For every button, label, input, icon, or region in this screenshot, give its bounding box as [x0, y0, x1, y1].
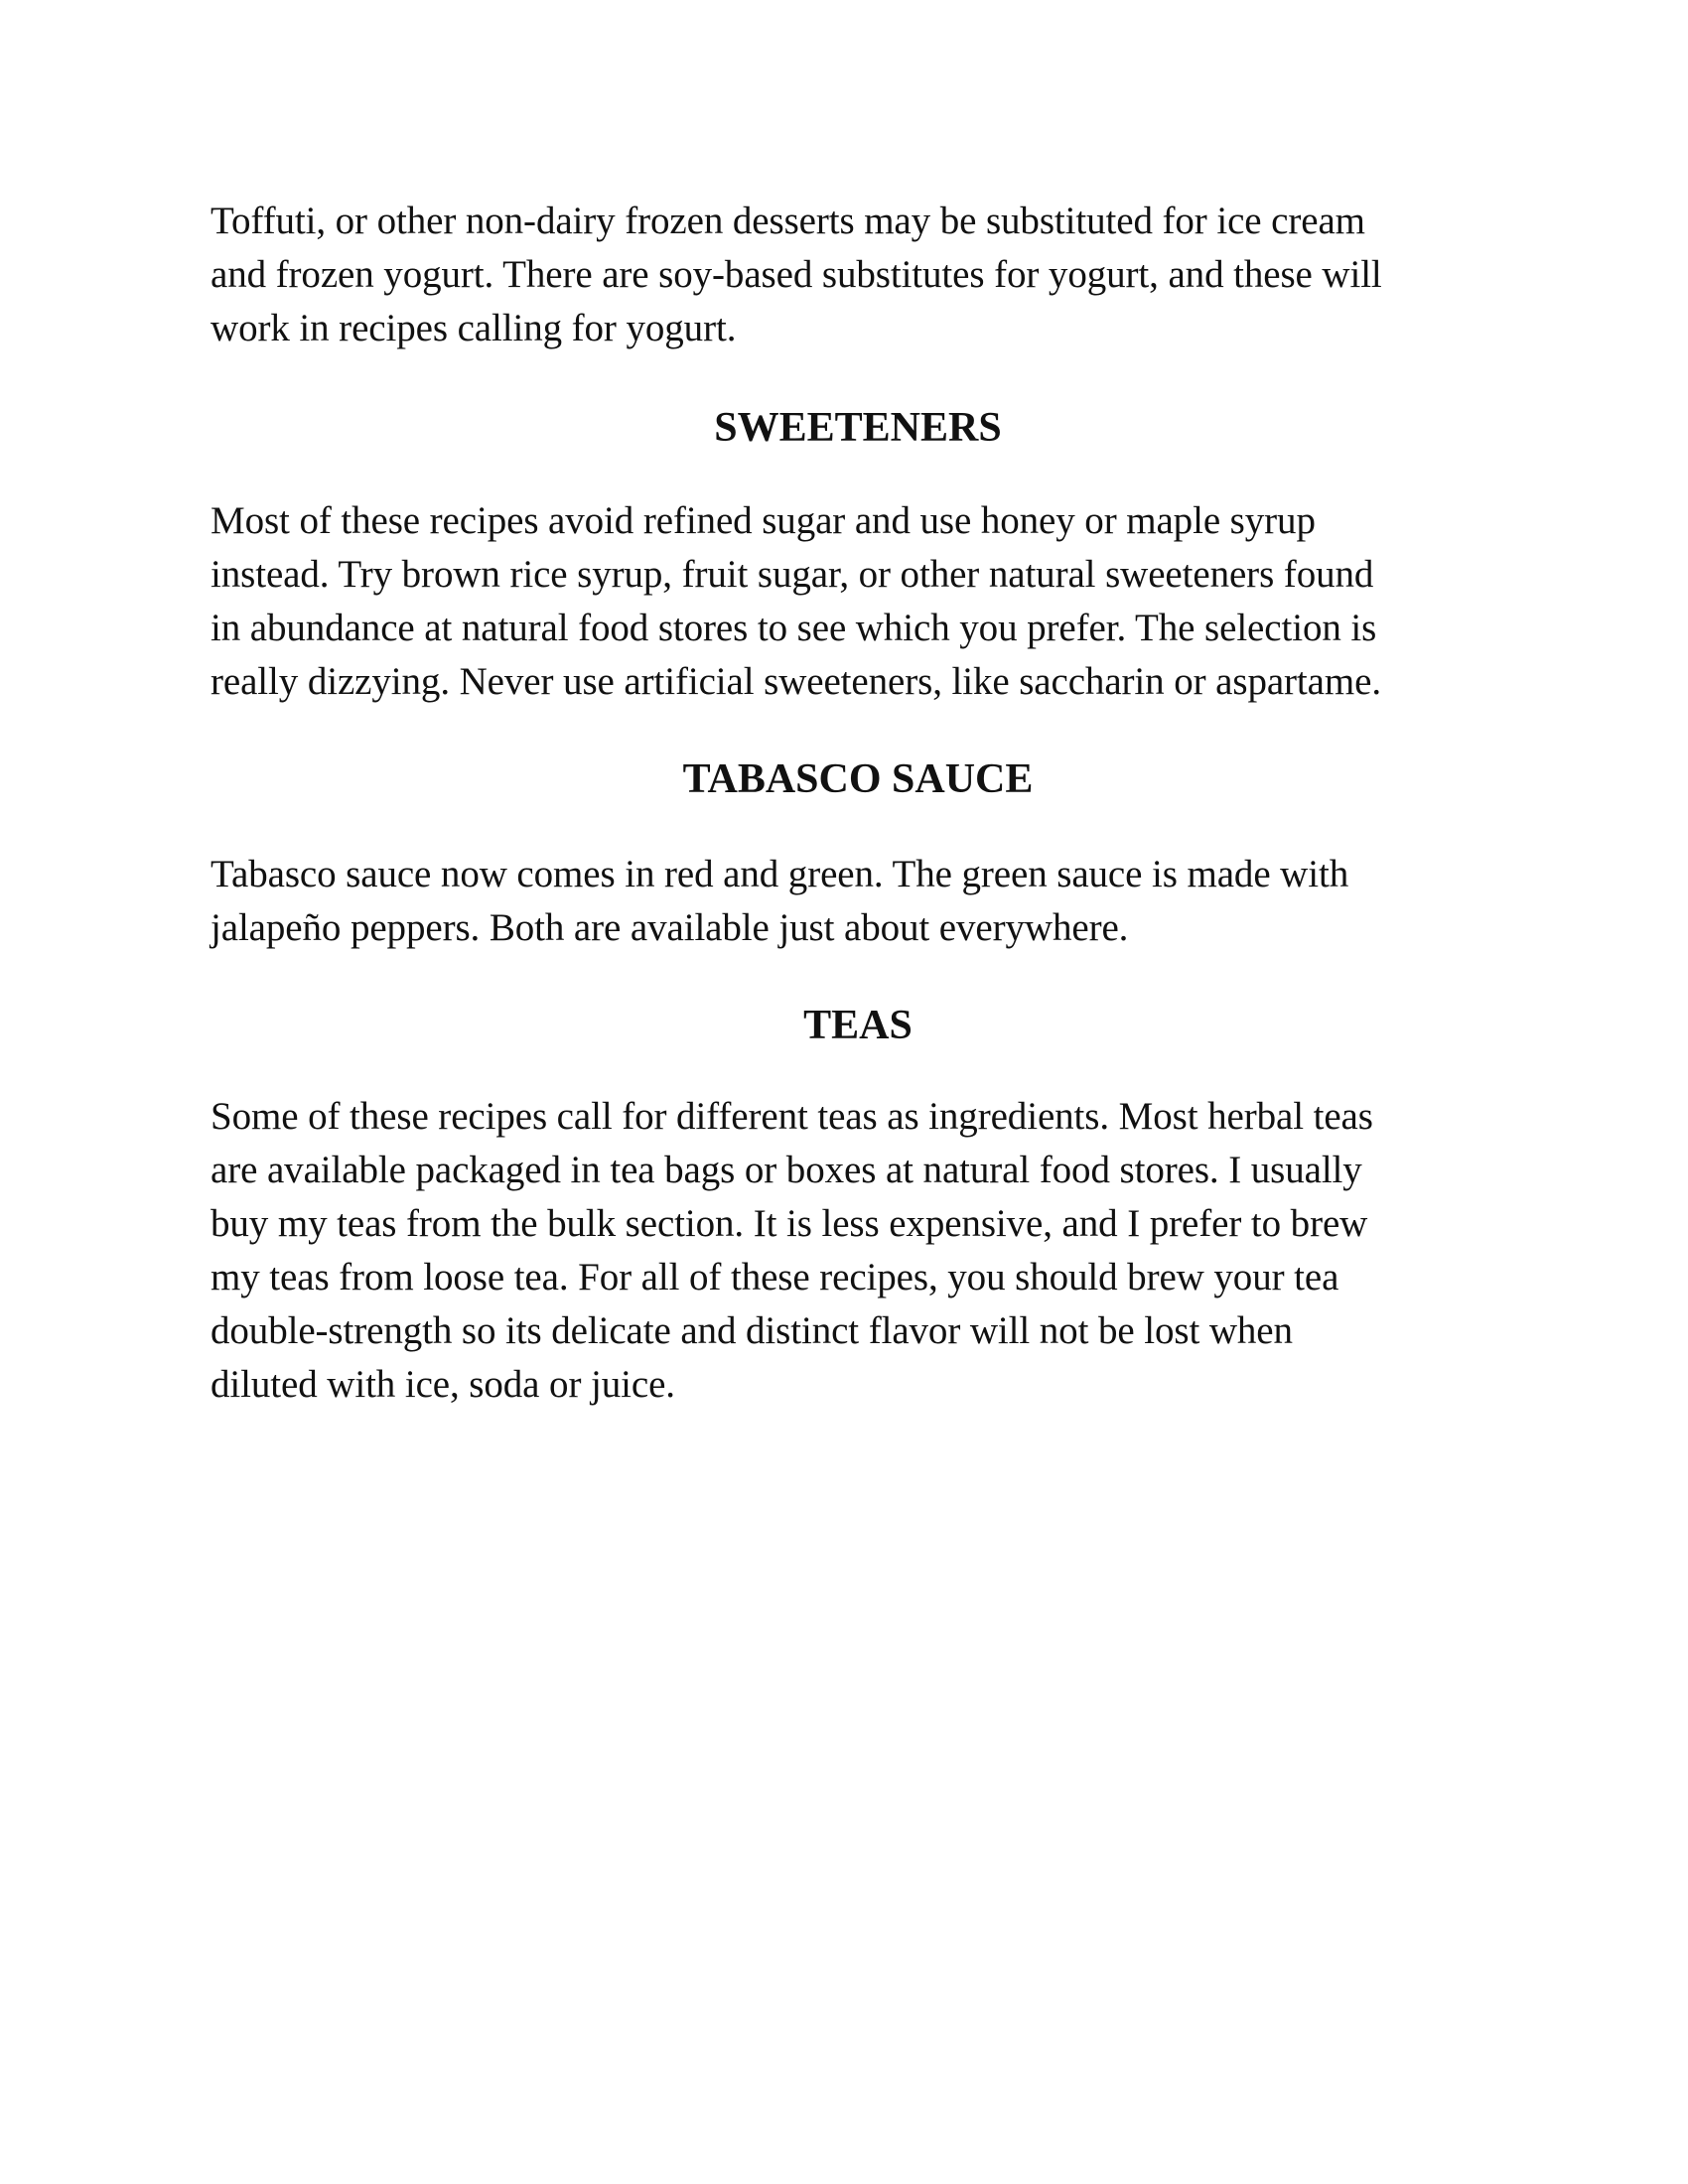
text-line: instead. Try brown rice syrup, fruit sugar, or other natural sweeteners found: [211, 553, 1374, 596]
text-line: Most of these recipes avoid refined sugar and use honey or maple syrup: [211, 499, 1316, 542]
text-line: my teas from loose tea. For all of these recipes, you should brew your tea: [211, 1256, 1339, 1298]
text-line: in abundance at natural food stores to see which you prefer. The selection is: [211, 607, 1377, 649]
tabasco-sauce-paragraph: [211, 848, 1491, 955]
text-line: are available packaged in tea bags or boxes at natural food stores. I usually: [211, 1149, 1362, 1191]
sweeteners-paragraph: [211, 494, 1491, 709]
document-page: [211, 195, 1491, 1412]
sweeteners-heading: SWEETENERS: [714, 405, 1002, 451]
tabasco-sauce-heading: TABASCO SAUCE: [682, 756, 1034, 802]
text-line: buy my teas from the bulk section. It is less expensive, and I prefer to brew: [211, 1202, 1368, 1245]
text-line: really dizzying. Never use artificial sweeteners, like saccharin or aspartame.: [211, 660, 1381, 703]
text-line: jalapeño peppers. Both are available just about everywhere.: [211, 906, 1129, 949]
text-line: Toffuti, or other non-dairy frozen desserts may be substituted for ice cream: [211, 200, 1365, 242]
teas-paragraph: [211, 1090, 1491, 1412]
text-line: Tabasco sauce now comes in red and green. The green sauce is made with: [211, 853, 1349, 895]
text-line: Some of these recipes call for different teas as ingredients. Most herbal teas: [211, 1095, 1373, 1138]
teas-heading: TEAS: [803, 1003, 913, 1048]
text-line: work in recipes calling for yogurt.: [211, 307, 737, 349]
intro-paragraph: [211, 195, 1491, 355]
text-line: diluted with ice, soda or juice.: [211, 1363, 675, 1406]
text-line: double-strength so its delicate and distinct flavor will not be lost when: [211, 1309, 1293, 1352]
text-line: and frozen yogurt. There are soy-based substitutes for yogurt, and these will: [211, 253, 1382, 296]
